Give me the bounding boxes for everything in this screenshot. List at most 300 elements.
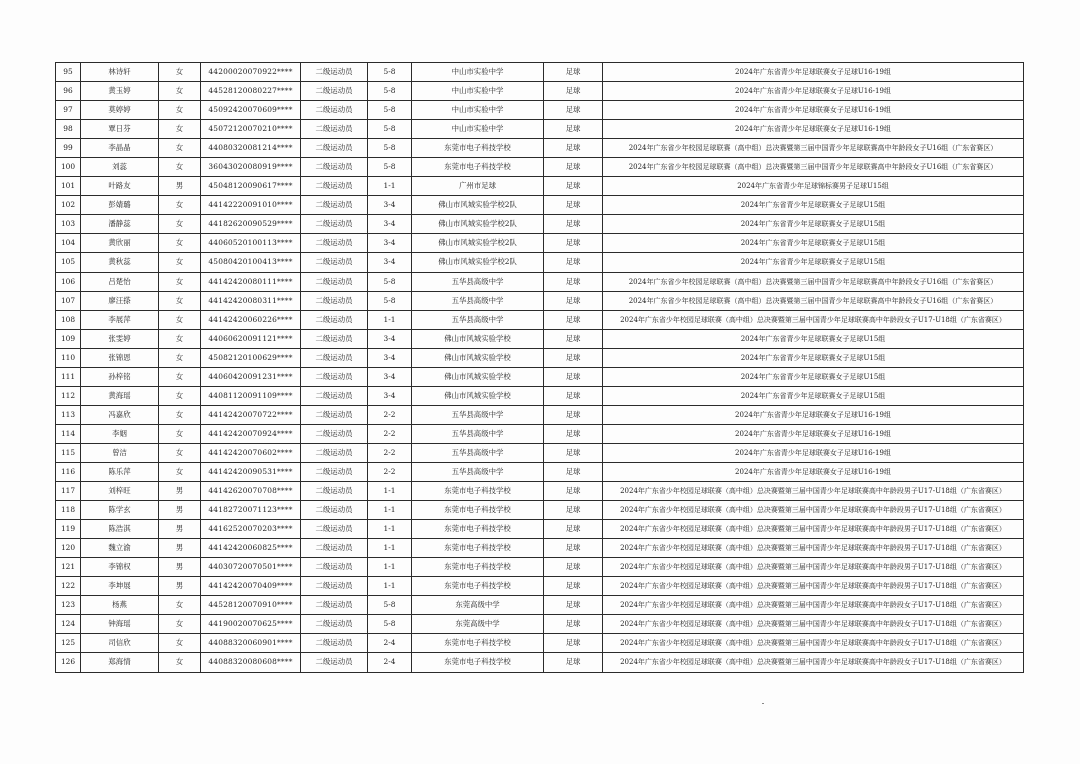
athlete-sex-cell: 女	[159, 63, 201, 82]
athlete-level-cell: 二级运动员	[301, 348, 368, 367]
unit-name-cell: 东莞市电子科技学校	[412, 653, 544, 672]
row-number-cell: 103	[56, 215, 81, 234]
row-number-cell: 125	[56, 634, 81, 653]
event-name-cell: 2024年广东省青少年足球锦标赛男子足球U15组	[603, 177, 1024, 196]
id-number-cell: 44080320081214****	[201, 139, 301, 158]
athlete-sex-cell: 女	[159, 653, 201, 672]
sport-name-cell: 足球	[544, 482, 603, 501]
sport-name-cell: 足球	[544, 558, 603, 577]
id-number-cell: 44190020070625****	[201, 615, 301, 634]
grade-range-cell: 5-8	[368, 82, 412, 101]
id-number-cell: 45092420070609****	[201, 101, 301, 120]
unit-name-cell: 佛山市风城实验学校	[412, 348, 544, 367]
athlete-name-cell: 覃日芬	[81, 120, 159, 139]
unit-name-cell: 东莞市电子科技学校	[412, 158, 544, 177]
athlete-sex-cell: 女	[159, 215, 201, 234]
athlete-sex-cell: 女	[159, 234, 201, 253]
athlete-level-cell: 二级运动员	[301, 424, 368, 443]
unit-name-cell: 中山市实验中学	[412, 120, 544, 139]
athlete-sex-cell: 女	[159, 82, 201, 101]
athlete-level-cell: 二级运动员	[301, 120, 368, 139]
athlete-name-cell: 李姻	[81, 424, 159, 443]
row-number-cell: 95	[56, 63, 81, 82]
sport-name-cell: 足球	[544, 63, 603, 82]
row-number-cell: 113	[56, 405, 81, 424]
sport-name-cell: 足球	[544, 462, 603, 481]
sport-name-cell: 足球	[544, 82, 603, 101]
athlete-level-cell: 二级运动员	[301, 196, 368, 215]
sport-name-cell: 足球	[544, 520, 603, 539]
unit-name-cell: 五华县高级中学	[412, 424, 544, 443]
id-number-cell: 45082120100629****	[201, 348, 301, 367]
id-number-cell: 44081120091109****	[201, 386, 301, 405]
unit-name-cell: 东莞市电子科技学校	[412, 501, 544, 520]
athlete-name-cell: 李晶晶	[81, 139, 159, 158]
athlete-sex-cell: 女	[159, 596, 201, 615]
athlete-sex-cell: 男	[159, 177, 201, 196]
athlete-level-cell: 二级运动员	[301, 634, 368, 653]
id-number-cell: 44528120070910****	[201, 596, 301, 615]
athlete-name-cell: 黄秋蕊	[81, 253, 159, 272]
athlete-name-cell: 林诗轩	[81, 63, 159, 82]
athlete-sex-cell: 女	[159, 253, 201, 272]
event-name-cell: 2024年广东省少年校园足球联赛（高中组）总决赛暨第三届中国青少年足球联赛高中年龄段女子U16组（广东省赛区）	[603, 291, 1024, 310]
athlete-level-cell: 二级运动员	[301, 310, 368, 329]
athlete-name-cell: 杨燕	[81, 596, 159, 615]
event-name-cell: 2024年广东省少年校园足球联赛（高中组）总决赛暨第三届中国青少年足球联赛高中年龄段女子U17-U18组（广东省赛区）	[603, 615, 1024, 634]
table-row	[56, 82, 1024, 101]
table-row	[56, 234, 1024, 253]
grade-range-cell: 1-1	[368, 177, 412, 196]
unit-name-cell: 广州市足球	[412, 177, 544, 196]
grade-range-cell: 5-8	[368, 120, 412, 139]
row-number-cell: 114	[56, 424, 81, 443]
sport-name-cell: 足球	[544, 120, 603, 139]
id-number-cell: 44142420070924****	[201, 424, 301, 443]
sport-name-cell: 足球	[544, 539, 603, 558]
id-number-cell: 44528120080227****	[201, 82, 301, 101]
unit-name-cell: 中山市实验中学	[412, 82, 544, 101]
row-number-cell: 116	[56, 462, 81, 481]
table-row	[56, 272, 1024, 291]
unit-name-cell: 东莞市电子科技学校	[412, 139, 544, 158]
event-name-cell: 2024年广东省少年校园足球联赛（高中组）总决赛暨第三届中国青少年足球联赛高中年龄段男子U17-U18组（广东省赛区）	[603, 482, 1024, 501]
sport-name-cell: 足球	[544, 234, 603, 253]
unit-name-cell: 五华县高级中学	[412, 310, 544, 329]
id-number-cell: 45072120070210****	[201, 120, 301, 139]
sport-name-cell: 足球	[544, 615, 603, 634]
unit-name-cell: 佛山市风城实验学校2队	[412, 234, 544, 253]
id-number-cell: 44142220091010****	[201, 196, 301, 215]
id-number-cell: 45080420100413****	[201, 253, 301, 272]
grade-range-cell: 5-8	[368, 272, 412, 291]
grade-range-cell: 3-4	[368, 253, 412, 272]
athlete-name-cell: 李坤展	[81, 577, 159, 596]
event-name-cell: 2024年广东省青少年足球联赛女子足球U16-19组	[603, 424, 1024, 443]
id-number-cell: 45048120090617****	[201, 177, 301, 196]
athlete-sex-cell: 男	[159, 539, 201, 558]
unit-name-cell: 东莞市电子科技学校	[412, 520, 544, 539]
grade-range-cell: 2-2	[368, 405, 412, 424]
athlete-sex-cell: 女	[159, 462, 201, 481]
sport-name-cell: 足球	[544, 310, 603, 329]
unit-name-cell: 东莞市电子科技学校	[412, 482, 544, 501]
event-name-cell: 2024年广东省少年校园足球联赛（高中组）总决赛暨第三届中国青少年足球联赛高中年龄段女子U17-U18组（广东省赛区）	[603, 634, 1024, 653]
athlete-sex-cell: 女	[159, 386, 201, 405]
unit-name-cell: 五华县高级中学	[412, 443, 544, 462]
athlete-name-cell: 刘梓旺	[81, 482, 159, 501]
sport-name-cell: 足球	[544, 501, 603, 520]
event-name-cell: 2024年广东省少年校园足球联赛（高中组）总决赛暨第三届中国青少年足球联赛高中年龄段男子U17-U18组（广东省赛区）	[603, 501, 1024, 520]
event-name-cell: 2024年广东省青少年足球联赛女子足球U16-19组	[603, 462, 1024, 481]
athlete-name-cell: 黄海瑶	[81, 386, 159, 405]
unit-name-cell: 东莞市电子科技学校	[412, 577, 544, 596]
event-name-cell: 2024年广东省青少年足球联赛女子足球U16-19组	[603, 120, 1024, 139]
athlete-sex-cell: 男	[159, 482, 201, 501]
id-number-cell: 44142420060226****	[201, 310, 301, 329]
grade-range-cell: 3-4	[368, 367, 412, 386]
row-number-cell: 104	[56, 234, 81, 253]
athlete-sex-cell: 女	[159, 443, 201, 462]
unit-name-cell: 中山市实验中学	[412, 101, 544, 120]
table-row	[56, 405, 1024, 424]
row-number-cell: 97	[56, 101, 81, 120]
table-row	[56, 539, 1024, 558]
row-number-cell: 111	[56, 367, 81, 386]
grade-range-cell: 2-4	[368, 634, 412, 653]
grade-range-cell: 3-4	[368, 196, 412, 215]
grade-range-cell: 2-2	[368, 424, 412, 443]
athlete-name-cell: 陈学玄	[81, 501, 159, 520]
event-name-cell: 2024年广东省少年校园足球联赛（高中组）总决赛暨第三届中国青少年足球联赛高中年龄段女子U17-U18组（广东省赛区）	[603, 310, 1024, 329]
athlete-level-cell: 二级运动员	[301, 462, 368, 481]
event-name-cell: 2024年广东省少年校园足球联赛（高中组）总决赛暨第三届中国青少年足球联赛高中年龄段男子U17-U18组（广东省赛区）	[603, 577, 1024, 596]
sport-name-cell: 足球	[544, 196, 603, 215]
athlete-sex-cell: 女	[159, 272, 201, 291]
row-number-cell: 123	[56, 596, 81, 615]
table-row	[56, 101, 1024, 120]
roster-body	[56, 63, 1024, 673]
athlete-name-cell: 莫婷婷	[81, 101, 159, 120]
athlete-name-cell: 李锦权	[81, 558, 159, 577]
row-number-cell: 124	[56, 615, 81, 634]
grade-range-cell: 5-8	[368, 158, 412, 177]
sport-name-cell: 足球	[544, 386, 603, 405]
unit-name-cell: 佛山市风城实验学校2队	[412, 196, 544, 215]
unit-name-cell: 佛山市风城实验学校2队	[412, 253, 544, 272]
athlete-sex-cell: 女	[159, 139, 201, 158]
event-name-cell: 2024年广东省青少年足球联赛女子足球U16-19组	[603, 405, 1024, 424]
athlete-name-cell: 冯嘉欣	[81, 405, 159, 424]
athlete-sex-cell: 男	[159, 558, 201, 577]
id-number-cell: 44060420091231****	[201, 367, 301, 386]
id-number-cell: 44142620070708****	[201, 482, 301, 501]
row-number-cell: 107	[56, 291, 81, 310]
unit-name-cell: 五华县高级中学	[412, 462, 544, 481]
table-row	[56, 196, 1024, 215]
unit-name-cell: 东莞市电子科技学校	[412, 634, 544, 653]
athlete-level-cell: 二级运动员	[301, 653, 368, 672]
id-number-cell: 44142420080311****	[201, 291, 301, 310]
grade-range-cell: 2-4	[368, 653, 412, 672]
row-number-cell: 108	[56, 310, 81, 329]
athlete-name-cell: 吕楚怡	[81, 272, 159, 291]
grade-range-cell: 3-4	[368, 215, 412, 234]
table-row	[56, 253, 1024, 272]
event-name-cell: 2024年广东省少年校园足球联赛（高中组）总决赛暨第三届中国青少年足球联赛高中年龄段男子U17-U18组（广东省赛区）	[603, 520, 1024, 539]
row-number-cell: 118	[56, 501, 81, 520]
athlete-name-cell: 黄欣丽	[81, 234, 159, 253]
table-row	[56, 348, 1024, 367]
table-row	[56, 139, 1024, 158]
id-number-cell: 44142420070409****	[201, 577, 301, 596]
table-row	[56, 424, 1024, 443]
athlete-name-cell: 陈乐萍	[81, 462, 159, 481]
id-number-cell: 44088320060901****	[201, 634, 301, 653]
grade-range-cell: 3-4	[368, 329, 412, 348]
athlete-sex-cell: 女	[159, 310, 201, 329]
event-name-cell: 2024年广东省少年校园足球联赛（高中组）总决赛暨第三届中国青少年足球联赛高中年龄段女子U16组（广东省赛区）	[603, 139, 1024, 158]
athlete-level-cell: 二级运动员	[301, 234, 368, 253]
athlete-level-cell: 二级运动员	[301, 82, 368, 101]
table-row	[56, 215, 1024, 234]
sport-name-cell: 足球	[544, 177, 603, 196]
table-row	[56, 520, 1024, 539]
scan-mark	[762, 703, 764, 704]
id-number-cell: 44060520100113****	[201, 234, 301, 253]
athlete-sex-cell: 女	[159, 291, 201, 310]
athlete-name-cell: 曾洁	[81, 443, 159, 462]
event-name-cell: 2024年广东省少年校园足球联赛（高中组）总决赛暨第三届中国青少年足球联赛高中年龄段女子U17-U18组（广东省赛区）	[603, 596, 1024, 615]
unit-name-cell: 东莞市电子科技学校	[412, 539, 544, 558]
event-name-cell: 2024年广东省青少年足球联赛女子足球U16-19组	[603, 101, 1024, 120]
table-row	[56, 386, 1024, 405]
sport-name-cell: 足球	[544, 577, 603, 596]
event-name-cell: 2024年广东省少年校园足球联赛（高中组）总决赛暨第三届中国青少年足球联赛高中年龄段女子U17-U18组（广东省赛区）	[603, 653, 1024, 672]
row-number-cell: 126	[56, 653, 81, 672]
unit-name-cell: 五华县高级中学	[412, 291, 544, 310]
event-name-cell: 2024年广东省青少年足球联赛女子足球U15组	[603, 215, 1024, 234]
sport-name-cell: 足球	[544, 348, 603, 367]
athlete-name-cell: 孙梓铭	[81, 367, 159, 386]
athlete-level-cell: 二级运动员	[301, 177, 368, 196]
athlete-name-cell: 钟海瑶	[81, 615, 159, 634]
grade-range-cell: 5-8	[368, 291, 412, 310]
event-name-cell: 2024年广东省少年校园足球联赛（高中组）总决赛暨第三届中国青少年足球联赛高中年龄段男子U17-U18组（广东省赛区）	[603, 539, 1024, 558]
event-name-cell: 2024年广东省青少年足球联赛女子足球U16-19组	[603, 82, 1024, 101]
athlete-level-cell: 二级运动员	[301, 63, 368, 82]
unit-name-cell: 佛山市风城实验学校	[412, 386, 544, 405]
table-row	[56, 63, 1024, 82]
grade-range-cell: 5-8	[368, 101, 412, 120]
table-row	[56, 329, 1024, 348]
row-number-cell: 106	[56, 272, 81, 291]
grade-range-cell: 2-2	[368, 443, 412, 462]
sport-name-cell: 足球	[544, 634, 603, 653]
table-row	[56, 615, 1024, 634]
sport-name-cell: 足球	[544, 139, 603, 158]
athlete-level-cell: 二级运动员	[301, 482, 368, 501]
athlete-level-cell: 二级运动员	[301, 329, 368, 348]
table-row	[56, 310, 1024, 329]
athlete-name-cell: 张雯婷	[81, 329, 159, 348]
sport-name-cell: 足球	[544, 329, 603, 348]
athlete-name-cell: 刘蕊	[81, 158, 159, 177]
row-number-cell: 102	[56, 196, 81, 215]
id-number-cell: 44182620090529****	[201, 215, 301, 234]
row-number-cell: 120	[56, 539, 81, 558]
row-number-cell: 109	[56, 329, 81, 348]
athlete-level-cell: 二级运动员	[301, 158, 368, 177]
row-number-cell: 110	[56, 348, 81, 367]
unit-name-cell: 五华县高级中学	[412, 405, 544, 424]
grade-range-cell: 3-4	[368, 234, 412, 253]
row-number-cell: 121	[56, 558, 81, 577]
grade-range-cell: 5-8	[368, 63, 412, 82]
id-number-cell: 44142420070602****	[201, 443, 301, 462]
athlete-name-cell: 黄玉婷	[81, 82, 159, 101]
row-number-cell: 98	[56, 120, 81, 139]
table-row	[56, 291, 1024, 310]
athlete-sex-cell: 女	[159, 367, 201, 386]
event-name-cell: 2024年广东省青少年足球联赛女子足球U15组	[603, 348, 1024, 367]
athlete-level-cell: 二级运动员	[301, 405, 368, 424]
sport-name-cell: 足球	[544, 596, 603, 615]
athlete-sex-cell: 女	[159, 405, 201, 424]
sport-name-cell: 足球	[544, 158, 603, 177]
id-number-cell: 36043020080919****	[201, 158, 301, 177]
table-row	[56, 501, 1024, 520]
event-name-cell: 2024年广东省少年校园足球联赛（高中组）总决赛暨第三届中国青少年足球联赛高中年龄段女子U16组（广东省赛区）	[603, 158, 1024, 177]
grade-range-cell: 1-1	[368, 501, 412, 520]
grade-range-cell: 1-1	[368, 520, 412, 539]
athlete-level-cell: 二级运动员	[301, 386, 368, 405]
table-row	[56, 558, 1024, 577]
athlete-level-cell: 二级运动员	[301, 215, 368, 234]
id-number-cell: 44060620091121****	[201, 329, 301, 348]
event-name-cell: 2024年广东省青少年足球联赛女子足球U15组	[603, 367, 1024, 386]
athlete-sex-cell: 女	[159, 101, 201, 120]
athlete-name-cell: 潘静蕊	[81, 215, 159, 234]
id-number-cell: 44030720070501****	[201, 558, 301, 577]
row-number-cell: 122	[56, 577, 81, 596]
athlete-name-cell: 陈浩淇	[81, 520, 159, 539]
athlete-sex-cell: 男	[159, 520, 201, 539]
event-name-cell: 2024年广东省青少年足球联赛女子足球U15组	[603, 234, 1024, 253]
id-number-cell: 44162520070203****	[201, 520, 301, 539]
table-row	[56, 653, 1024, 672]
sport-name-cell: 足球	[544, 424, 603, 443]
sport-name-cell: 足球	[544, 405, 603, 424]
athlete-sex-cell: 男	[159, 577, 201, 596]
unit-name-cell: 五华县高级中学	[412, 272, 544, 291]
athlete-name-cell: 司信欣	[81, 634, 159, 653]
unit-name-cell: 佛山市风城实验学校2队	[412, 215, 544, 234]
id-number-cell: 44142420090531****	[201, 462, 301, 481]
athlete-level-cell: 二级运动员	[301, 558, 368, 577]
row-number-cell: 117	[56, 482, 81, 501]
unit-name-cell: 佛山市风城实验学校	[412, 367, 544, 386]
athlete-level-cell: 二级运动员	[301, 253, 368, 272]
sport-name-cell: 足球	[544, 367, 603, 386]
grade-range-cell: 1-1	[368, 310, 412, 329]
table-row	[56, 120, 1024, 139]
grade-range-cell: 1-1	[368, 577, 412, 596]
athlete-sex-cell: 女	[159, 348, 201, 367]
row-number-cell: 112	[56, 386, 81, 405]
athlete-level-cell: 二级运动员	[301, 139, 368, 158]
event-name-cell: 2024年广东省少年校园足球联赛（高中组）总决赛暨第三届中国青少年足球联赛高中年龄段女子U16组（广东省赛区）	[603, 272, 1024, 291]
id-number-cell: 44088320080608****	[201, 653, 301, 672]
grade-range-cell: 5-8	[368, 596, 412, 615]
athlete-sex-cell: 女	[159, 158, 201, 177]
grade-range-cell: 5-8	[368, 615, 412, 634]
event-name-cell: 2024年广东省青少年足球联赛女子足球U15组	[603, 196, 1024, 215]
grade-range-cell: 3-4	[368, 386, 412, 405]
athlete-sex-cell: 女	[159, 615, 201, 634]
athlete-name-cell: 叶路友	[81, 177, 159, 196]
athlete-level-cell: 二级运动员	[301, 501, 368, 520]
athlete-sex-cell: 女	[159, 634, 201, 653]
row-number-cell: 100	[56, 158, 81, 177]
table-row	[56, 367, 1024, 386]
table-row	[56, 462, 1024, 481]
sport-name-cell: 足球	[544, 653, 603, 672]
table-row	[56, 482, 1024, 501]
event-name-cell: 2024年广东省青少年足球联赛女子足球U15组	[603, 329, 1024, 348]
table-row	[56, 634, 1024, 653]
grade-range-cell: 2-2	[368, 462, 412, 481]
sport-name-cell: 足球	[544, 272, 603, 291]
event-name-cell: 2024年广东省少年校园足球联赛（高中组）总决赛暨第三届中国青少年足球联赛高中年龄段男子U17-U18组（广东省赛区）	[603, 558, 1024, 577]
athlete-level-cell: 二级运动员	[301, 291, 368, 310]
grade-range-cell: 1-1	[368, 558, 412, 577]
sport-name-cell: 足球	[544, 291, 603, 310]
athlete-sex-cell: 女	[159, 424, 201, 443]
athlete-name-cell: 李展萍	[81, 310, 159, 329]
athlete-level-cell: 二级运动员	[301, 443, 368, 462]
table-row	[56, 443, 1024, 462]
athlete-name-cell: 魏立渝	[81, 539, 159, 558]
table-row	[56, 596, 1024, 615]
unit-name-cell: 中山市实验中学	[412, 63, 544, 82]
athlete-level-cell: 二级运动员	[301, 101, 368, 120]
id-number-cell: 44142420080111****	[201, 272, 301, 291]
athlete-level-cell: 二级运动员	[301, 520, 368, 539]
sport-name-cell: 足球	[544, 253, 603, 272]
table-row	[56, 577, 1024, 596]
athlete-sex-cell: 女	[159, 120, 201, 139]
athlete-level-cell: 二级运动员	[301, 577, 368, 596]
athlete-sex-cell: 女	[159, 329, 201, 348]
athlete-level-cell: 二级运动员	[301, 272, 368, 291]
athlete-sex-cell: 女	[159, 196, 201, 215]
sport-name-cell: 足球	[544, 215, 603, 234]
grade-range-cell: 1-1	[368, 482, 412, 501]
row-number-cell: 119	[56, 520, 81, 539]
event-name-cell: 2024年广东省青少年足球联赛女子足球U16-19组	[603, 443, 1024, 462]
row-number-cell: 99	[56, 139, 81, 158]
row-number-cell: 101	[56, 177, 81, 196]
grade-range-cell: 5-8	[368, 139, 412, 158]
athlete-name-cell: 彭婧璐	[81, 196, 159, 215]
unit-name-cell: 东莞市电子科技学校	[412, 558, 544, 577]
athlete-sex-cell: 男	[159, 501, 201, 520]
event-name-cell: 2024年广东省青少年足球联赛女子足球U16-19组	[603, 63, 1024, 82]
athlete-name-cell: 郑海情	[81, 653, 159, 672]
sport-name-cell: 足球	[544, 101, 603, 120]
unit-name-cell: 东莞高级中学	[412, 596, 544, 615]
